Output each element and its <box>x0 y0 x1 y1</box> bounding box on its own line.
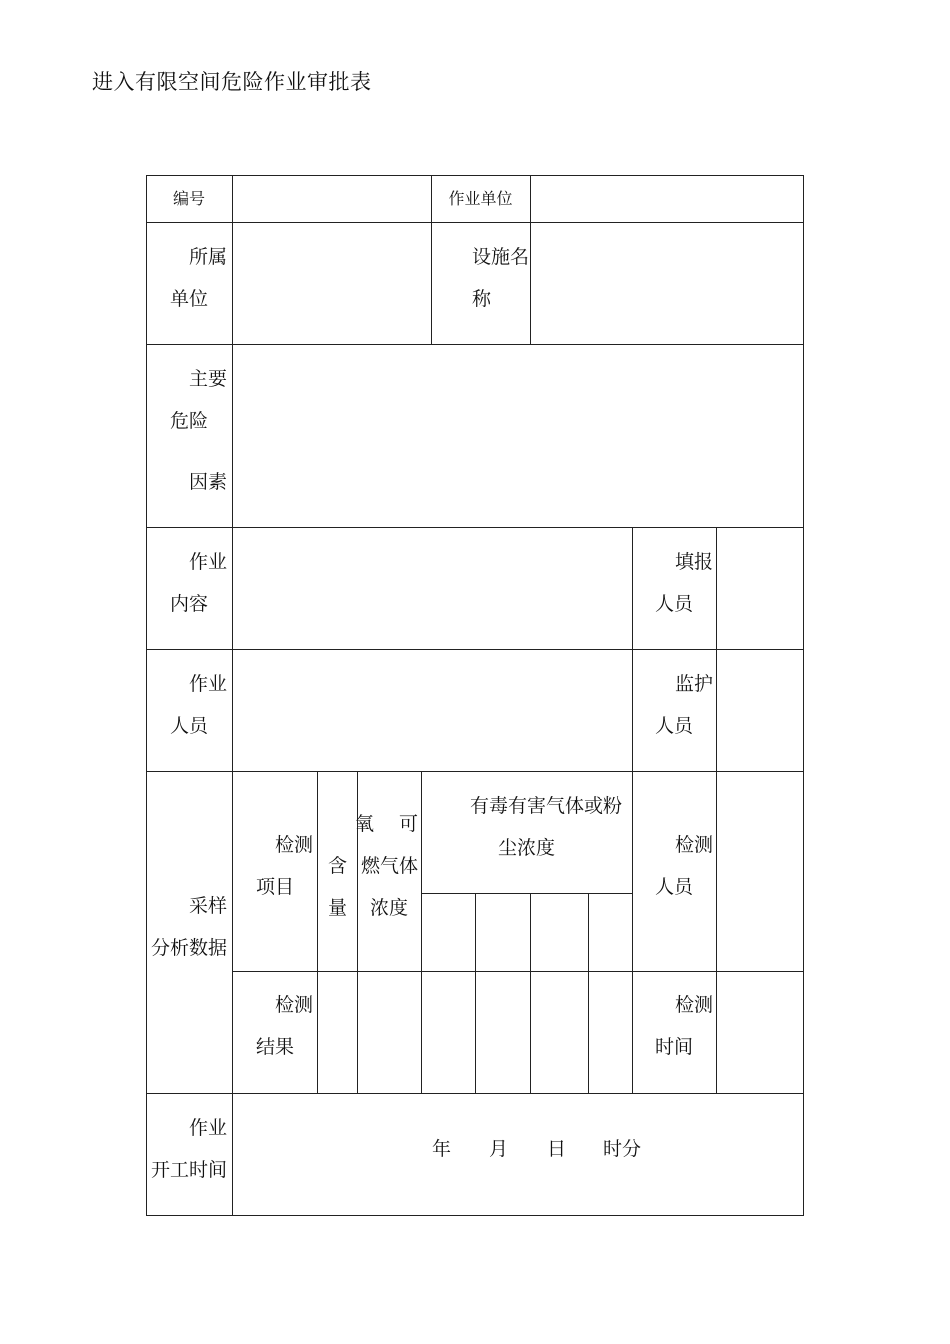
guardian-label-line1: 监护 <box>674 673 713 695</box>
workers-label-line1: 作业 <box>188 673 227 695</box>
facility-name-field[interactable] <box>531 223 803 344</box>
test-item-label-line2: 项目 <box>256 876 295 898</box>
toxic-gas-label-line2: 尘浓度 <box>498 837 556 859</box>
inspector-field[interactable] <box>717 772 803 971</box>
oxygen-result-field[interactable] <box>318 972 357 1093</box>
workers-label-line2: 人员 <box>170 715 209 737</box>
start-time-label-line2: 开工时间 <box>151 1159 228 1181</box>
start-month-label: 月 <box>489 1138 509 1160</box>
affiliated-unit-label-line1: 所属 <box>188 246 227 268</box>
main-hazard-label-line3: 因素 <box>188 471 227 493</box>
affiliated-unit-field[interactable] <box>233 223 431 344</box>
work-content-label-line2: 内容 <box>170 593 209 615</box>
work-unit-label: 作业单位 <box>448 189 513 208</box>
main-hazard-label-line2: 危险 <box>170 410 209 432</box>
affiliated-unit-label-line2: 单位 <box>170 288 209 310</box>
reporter-label-line2: 人员 <box>655 593 694 615</box>
test-result-label-line2: 结果 <box>256 1036 295 1058</box>
flammable-gas-label-line2: 浓度 <box>370 897 409 919</box>
oxygen-label-top: 氧 <box>355 813 375 835</box>
inspector-label-line2: 人员 <box>655 876 694 898</box>
toxic-subcol-3-field[interactable] <box>531 894 588 971</box>
number-label: 编号 <box>172 189 205 208</box>
reporter-label-line1: 填报 <box>674 551 713 573</box>
work-content-field[interactable] <box>233 528 632 649</box>
main-hazard-field[interactable] <box>233 345 803 527</box>
start-time-field[interactable] <box>233 1094 803 1215</box>
oxygen-label-line1: 含 <box>328 855 348 877</box>
toxic-gas-label-line1: 有毒有害气体或粉 <box>470 795 623 817</box>
test-time-label-line2: 时间 <box>655 1036 694 1058</box>
test-item-label-line1: 检测 <box>274 834 313 856</box>
toxic-result-4-field[interactable] <box>589 972 632 1093</box>
toxic-result-3-field[interactable] <box>531 972 588 1093</box>
sampling-label-line2: 分析数据 <box>151 937 228 959</box>
facility-name-label-line1: 设施名 <box>472 246 530 268</box>
toxic-subcol-4-field[interactable] <box>589 894 632 971</box>
flammable-gas-label-line1: 燃气体 <box>361 855 419 877</box>
facility-name-label-line2: 称 <box>472 288 492 310</box>
oxygen-label-line2: 量 <box>328 897 348 919</box>
row-divider <box>146 1093 804 1094</box>
start-year-label: 年 <box>432 1138 452 1160</box>
test-time-label-line1: 检测 <box>674 994 713 1016</box>
test-result-label-line1: 检测 <box>274 994 313 1016</box>
guardian-label-line2: 人员 <box>655 715 694 737</box>
table-border-bottom <box>146 1215 804 1216</box>
start-hour-minute-label: 时分 <box>603 1138 642 1160</box>
workers-field[interactable] <box>233 650 632 771</box>
reporter-field[interactable] <box>717 528 803 649</box>
toxic-result-2-field[interactable] <box>476 972 530 1093</box>
work-unit-field[interactable] <box>531 176 803 222</box>
flammable-result-field[interactable] <box>358 972 421 1093</box>
table-border-right <box>803 175 804 1216</box>
inspector-label-line1: 检测 <box>674 834 713 856</box>
flammable-gas-label-top: 可 <box>399 813 419 835</box>
toxic-subcol-1-field[interactable] <box>422 894 475 971</box>
toxic-subcol-2-field[interactable] <box>476 894 530 971</box>
row-divider <box>146 771 804 772</box>
sampling-label-line1: 采样 <box>188 895 227 917</box>
main-hazard-label-line1: 主要 <box>188 368 227 390</box>
test-time-field[interactable] <box>717 972 803 1093</box>
number-field[interactable] <box>233 176 431 222</box>
approval-form-table <box>146 175 804 1216</box>
toxic-result-1-field[interactable] <box>422 972 475 1093</box>
work-content-label-line1: 作业 <box>188 551 227 573</box>
start-time-label-line1: 作业 <box>188 1117 227 1139</box>
start-day-label: 日 <box>547 1138 567 1160</box>
guardian-field[interactable] <box>717 650 803 771</box>
document-title: 进入有限空间危险作业审批表 <box>92 70 372 94</box>
